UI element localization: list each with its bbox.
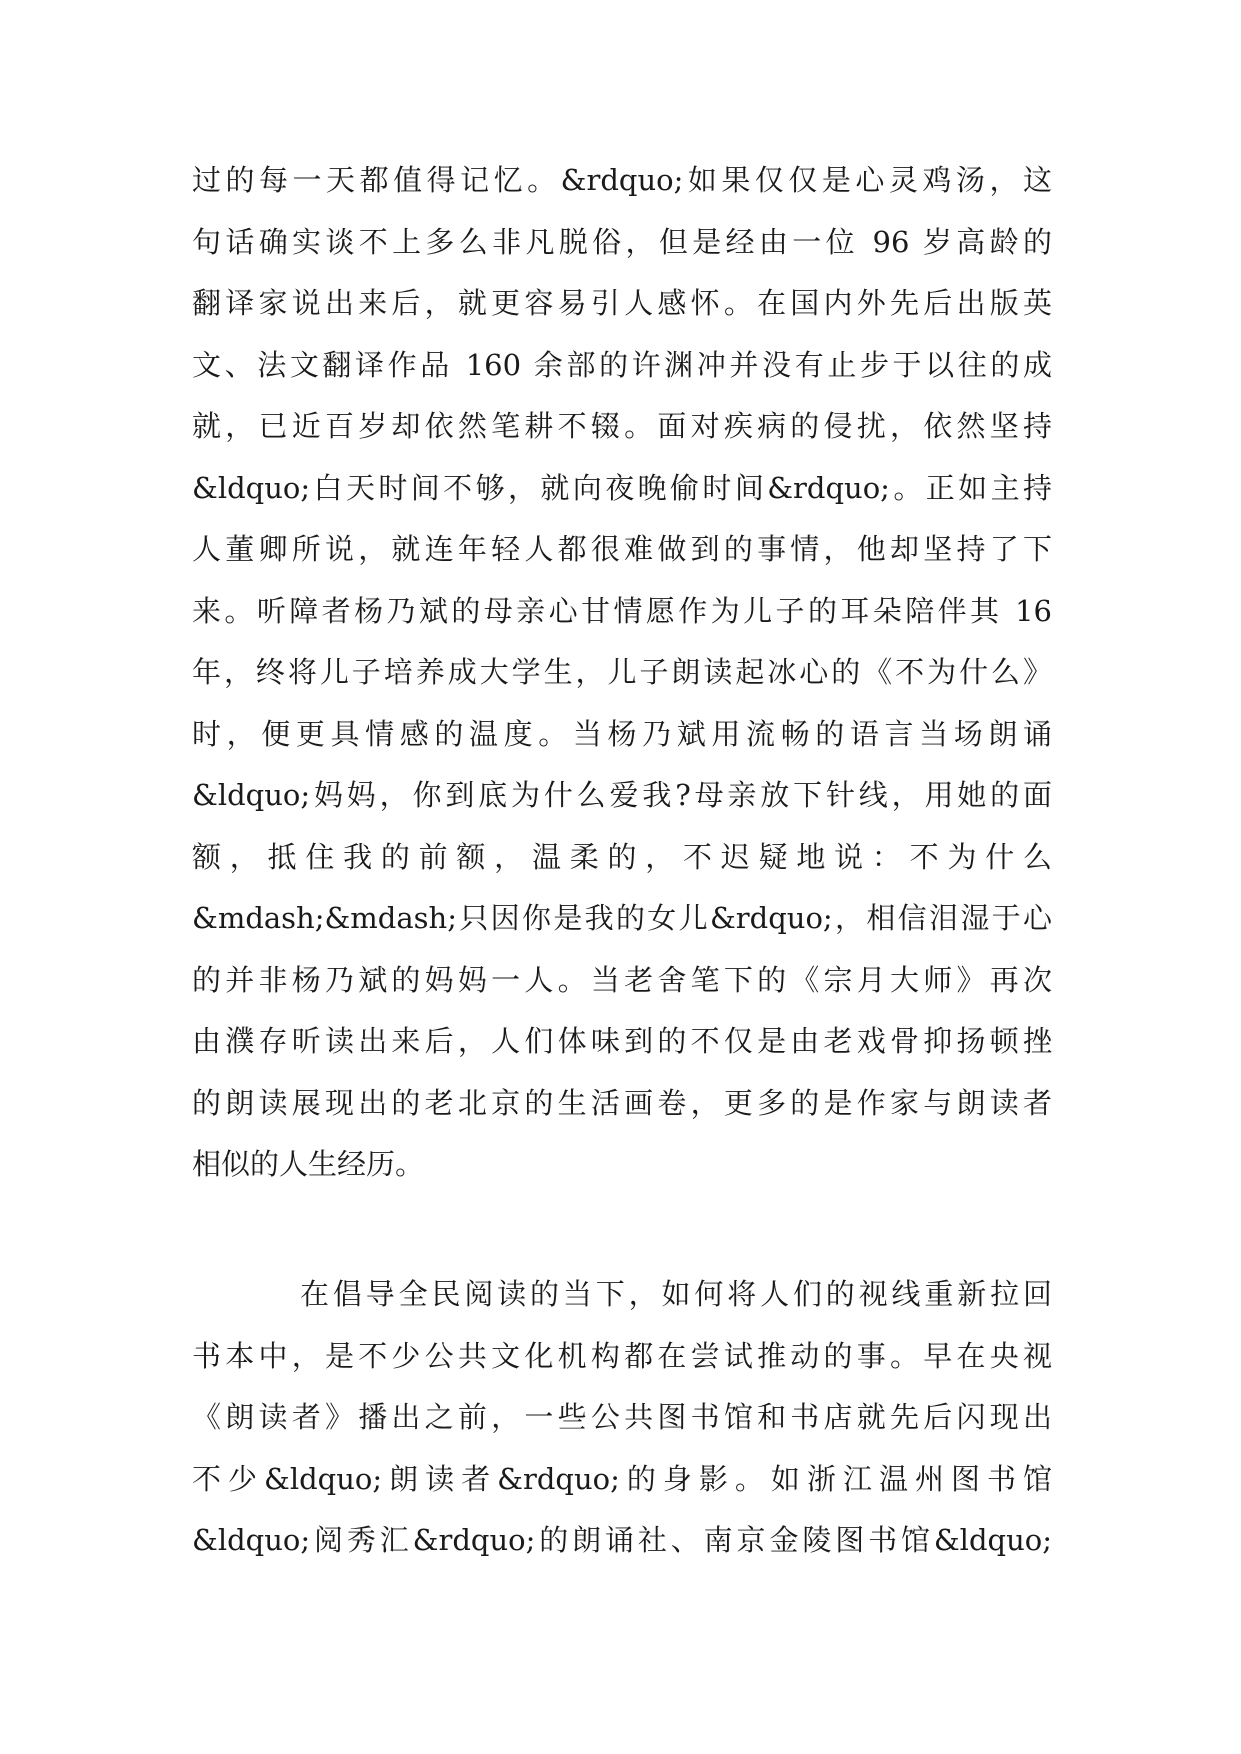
text-line: 相似的人生经历。 [192, 1147, 425, 1181]
paragraph-2 [192, 1272, 1052, 1580]
text-line: 不少&ldquo;朗读者&rdquo;的身影。如浙江温州图书馆 [192, 1461, 1052, 1496]
text-line: 额，抵住我的前额，温柔的，不迟疑地说：不为什么 [192, 839, 1052, 874]
text-line: 翻译家说出来后，就更容易引人感怀。在国内外先后出版英 [192, 286, 1052, 320]
text-line: &ldquo;阅秀汇&rdquo;的朗诵社、南京金陵图书馆&ldquo; [192, 1523, 1052, 1557]
text-line: 在倡导全民阅读的当下，如何将人们的视线重新拉回 [300, 1277, 1052, 1311]
text-line: 句话确实谈不上多么非凡脱俗，但是经由一位 96 岁高龄的 [192, 224, 1052, 259]
paragraph-1 [192, 158, 1052, 1204]
text-line: &ldquo;白天时间不够，就向夜晚偷时间&rdquo;。正如主持 [192, 470, 1052, 505]
text-line: &ldquo;妈妈，你到底为什么爱我?母亲放下针线，用她的面 [192, 778, 1052, 812]
text-line: 来。听障者杨乃斌的母亲心甘情愿作为儿子的耳朵陪伴其 16 [192, 593, 1052, 628]
text-line: 年，终将儿子培养成大学生，儿子朗读起冰心的《不为什么》 [192, 655, 1052, 689]
text-line: &mdash;&mdash;只因你是我的女儿&rdquo;，相信泪湿于心 [192, 901, 1052, 935]
text-line: 文、法文翻译作品 160 余部的许渊冲并没有止步于以往的成 [192, 347, 1052, 382]
text-line: 的并非杨乃斌的妈妈一人。当老舍笔下的《宗月大师》再次 [192, 962, 1052, 997]
text-line: 书本中，是不少公共文化机构都在尝试推动的事。早在央视 [192, 1338, 1052, 1373]
text-line: 的朗读展现出的老北京的生活画卷，更多的是作家与朗读者 [192, 1085, 1052, 1120]
text-line: 就，已近百岁却依然笔耕不辍。面对疾病的侵扰，依然坚持 [192, 409, 1052, 443]
text-line: 由濮存昕读出来后，人们体味到的不仅是由老戏骨抑扬顿挫 [192, 1024, 1052, 1058]
text-line: 《朗读者》播出之前，一些公共图书馆和书店就先后闪现出 [192, 1400, 1052, 1434]
text-line: 过的每一天都值得记忆。&rdquo;如果仅仅是心灵鸡汤，这 [192, 163, 1052, 197]
text-line: 时，便更具情感的温度。当杨乃斌用流畅的语言当场朗诵 [192, 716, 1052, 751]
text-line: 人董卿所说，就连年轻人都很难做到的事情，他却坚持了下 [192, 532, 1052, 566]
